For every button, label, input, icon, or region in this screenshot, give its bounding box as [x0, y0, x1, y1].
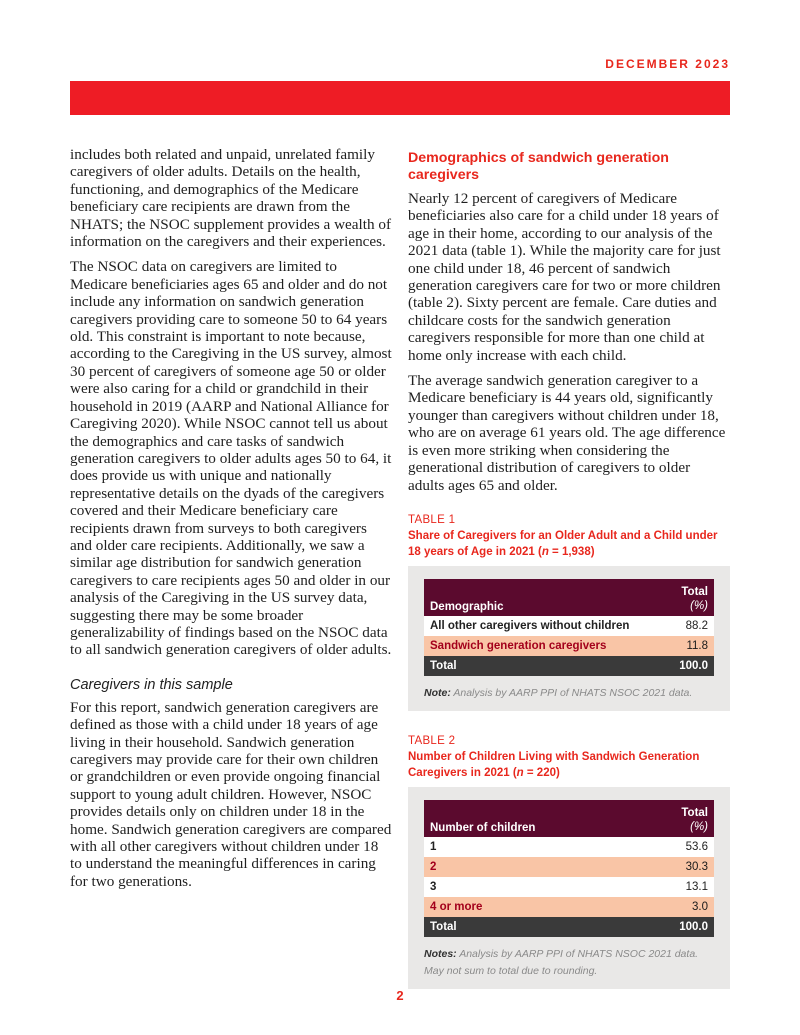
- left-paragraph-3: For this report, sandwich generation caregivers are defined as those with a child under 18 years of age living in their household. Sandwich generation caregivers may provide care for their own children or grandchildren or even provide ongoing financial support to young adult children. However, NSOC provides details only on children under 18 in the home. Sandwich generation caregivers are compared with all other caregivers without children under 18 to understand the meaningful differences in caring for two generations.: [70, 698, 392, 890]
- total-value: 100.0: [667, 656, 714, 676]
- header-red-bar: [70, 81, 730, 115]
- row-label: 2: [424, 857, 639, 877]
- table-2: [424, 800, 714, 937]
- table-2-note: Notes: Analysis by AARP PPI of NHATS NSOC 2021 data. May not sum to total due to rounding.: [424, 947, 699, 977]
- row-value: 11.8: [667, 636, 714, 656]
- section-subheading: Caregivers in this sample: [70, 676, 233, 693]
- right-paragraph-1: Nearly 12 percent of caregivers of Medicare beneficiaries also care for a child under 18 years of age in their home, according to our analysis of the 2021 data (table 1). While the majority care for just one child under 18, 46 percent of sandwich generation caregivers care for two or more children (table 2). Sixty percent are female. Care duties and childcare costs for the sandwich generation caregivers responsible for more than one child at home only increase with each child.: [408, 190, 721, 364]
- table-2-label: TABLE 2: [408, 734, 456, 747]
- row-label: 4 or more: [424, 897, 639, 917]
- row-value: 30.3: [639, 857, 714, 877]
- table-2-col-children: Number of children: [424, 800, 639, 837]
- left-paragraph-1: includes both related and unpaid, unrelated family caregivers of older adults. Details on the health, functioning, and demographics of the Medicare beneficiary care recipients are drawn from the NHATS; the NSOC supplement provides a wealth of information on the caregivers and their experiences.: [70, 146, 392, 251]
- left-paragraph-2: The NSOC data on caregivers are limited to Medicare beneficiaries ages 65 and older and do not include any information on sandwich generation caregivers providing care to someone 50 to 64 years old. This constraint is important to note because, according to the Caregiving in the US survey, almost 30 percent of caregivers of someone age 50 or older were also caring for a child or grandchild in their household in 2019 (AARP and National Alliance for Caregiving 2020). While NSOC cannot tell us about the demographics and care tasks of sandwich generation caregivers to older adults ages 50 to 64, it does provide us with unique and nationally representative details on the dyads of the caregivers covered and their Medicare beneficiary care recipients drawn from surveys to both caregivers and older care recipients. Additionally, we saw a similar age distribution for sandwich generation caregivers to care recipients ages 50 and older in our analysis of the Caregiving in the US survey data, suggesting there may be some broader generalizability of findings based on the NSOC data to all sandwich generation caregivers of older adults.: [70, 258, 392, 659]
- row-label: Sandwich generation caregivers: [424, 636, 667, 656]
- table-row: [424, 636, 714, 656]
- page-number: 2: [396, 988, 404, 1003]
- table-1: [424, 579, 714, 676]
- table-2-title: Number of Children Living with Sandwich Generation Caregivers in 2021 (n = 220): [408, 750, 700, 779]
- row-value: 3.0: [639, 897, 714, 917]
- table-1-total-row: [424, 656, 714, 676]
- table-2-col-total: Total (%): [639, 800, 714, 837]
- issue-date: DECEMBER 2023: [605, 57, 730, 71]
- table-row: [424, 837, 714, 857]
- table-1-note: Note: Analysis by AARP PPI of NHATS NSOC 2021 data.: [424, 686, 693, 699]
- table-row: [424, 897, 714, 917]
- total-label: Total: [424, 656, 667, 676]
- table-2-total-row: [424, 917, 714, 937]
- table-2-header-row: [424, 800, 714, 837]
- table-1-label: TABLE 1: [408, 513, 456, 526]
- total-value: 100.0: [639, 917, 714, 937]
- table-row: [424, 857, 714, 877]
- right-paragraph-2: The average sandwich generation caregiver to a Medicare beneficiary is 44 years old, significantly younger than caregivers without children under 18, who are on average 61 years old. The age difference is even more striking when considering the generational distribution of caregivers to older adults ages 65 and older.: [408, 372, 726, 494]
- table-row: [424, 616, 714, 636]
- table-2-box: [408, 787, 730, 989]
- table-1-col-demographic: Demographic: [424, 579, 667, 616]
- row-value: 53.6: [639, 837, 714, 857]
- table-row: [424, 877, 714, 897]
- table-1-header-row: [424, 579, 714, 616]
- total-label: Total: [424, 917, 639, 937]
- table-1-title: Share of Caregivers for an Older Adult and a Child under 18 years of Age in 2021 (n = 1,938): [408, 529, 718, 558]
- row-label: All other caregivers without children: [424, 616, 667, 636]
- table-1-block: [408, 514, 730, 711]
- right-column: [408, 146, 730, 989]
- row-value: 13.1: [639, 877, 714, 897]
- table-2-block: [408, 735, 730, 989]
- row-label: 1: [424, 837, 639, 857]
- section-heading: Demographics of sandwich generation caregivers: [408, 150, 669, 183]
- left-column: [70, 146, 392, 898]
- table-1-col-total: Total (%): [667, 579, 714, 616]
- row-label: 3: [424, 877, 639, 897]
- row-value: 88.2: [667, 616, 714, 636]
- table-1-box: [408, 566, 730, 711]
